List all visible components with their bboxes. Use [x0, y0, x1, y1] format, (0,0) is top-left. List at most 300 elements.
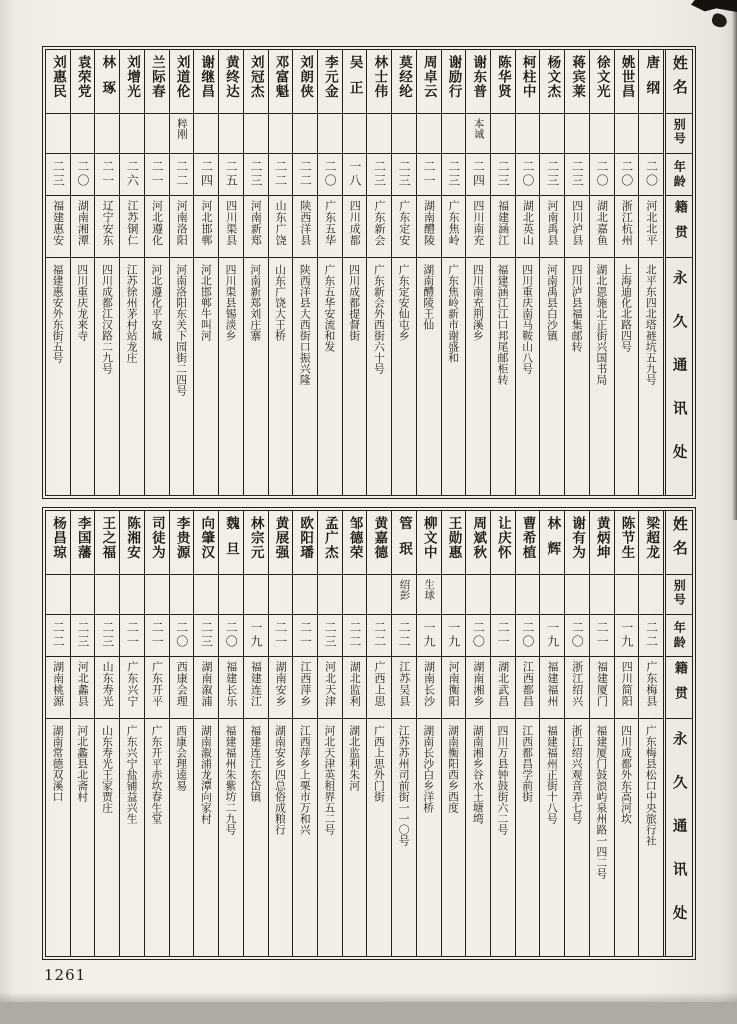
age-cell: 二三: [46, 154, 70, 196]
name-cell: 吴正: [343, 50, 367, 114]
address-cell: 四川南充荆溪乡: [471, 264, 485, 341]
age-cell: 二〇: [318, 154, 342, 196]
entry-column: [589, 511, 614, 956]
native-cell: 四川南充: [466, 196, 490, 258]
alias-cell: [442, 575, 466, 615]
address-cell: 山东寿光王家贾庄: [100, 725, 114, 813]
name-cell: 刘道伦: [170, 50, 194, 114]
name-cell: 邹德荣: [343, 511, 367, 575]
alias-cell: [343, 575, 367, 615]
address-cell: 陕西洋县大西街口振兴隆: [298, 264, 312, 385]
scan-right-edge-shadow: [732, 0, 737, 520]
alias-cell: [367, 575, 391, 615]
name-cell: 陈华贤: [491, 50, 515, 114]
native-cell: 江西萍乡: [293, 657, 317, 719]
native-cell: 江苏铜仁: [120, 196, 144, 258]
age-cell: 二〇: [516, 615, 540, 657]
native-cell: 河南衡阳: [442, 657, 466, 719]
name-cell: 欧阳璠: [293, 511, 317, 575]
age-cell: 二五: [219, 154, 243, 196]
age-cell: 二〇: [466, 615, 490, 657]
name-cell: 向肇汉: [194, 511, 218, 575]
address-cell: 广东梅县松口中央旅行社: [644, 725, 658, 846]
address-cell: 四川万县钟鼓街六二号: [496, 725, 510, 835]
name-cell: 柯柱中: [516, 50, 540, 114]
native-cell: 广东焦岭: [442, 196, 466, 258]
name-cell: 黄嘉德: [367, 511, 391, 575]
alias-cell: [491, 114, 515, 154]
entry-column: [589, 50, 614, 495]
address-cell: 广东开平赤坎春生堂: [150, 725, 164, 824]
native-cell: 四川简阳: [615, 657, 639, 719]
name-cell: 梁超龙: [639, 511, 663, 575]
alias-cell: [540, 114, 564, 154]
age-cell: 二六: [120, 154, 144, 196]
native-cell: 四川渠县: [219, 196, 243, 258]
header-native-label: 籍贯: [666, 657, 692, 719]
native-cell: 湖南安乡: [269, 657, 293, 719]
native-cell: 四川泸县: [565, 196, 589, 258]
address-cell: 江苏徐州茅村站龙庄: [125, 264, 139, 363]
age-cell: 二〇: [565, 615, 589, 657]
native-cell: 湖南湘潭: [71, 196, 95, 258]
address-cell: 上海迪化北路四号: [620, 264, 634, 352]
age-cell: 二一: [590, 615, 614, 657]
age-cell: 一八: [343, 154, 367, 196]
alias-cell: [293, 575, 317, 615]
native-cell: 湖南醴陵: [417, 196, 441, 258]
native-cell: 福建惠安: [46, 196, 70, 258]
entry-column: [564, 50, 589, 495]
entry-column: [268, 50, 293, 495]
address-cell: 福建涵江江口邦尾邮柜转: [496, 264, 510, 385]
native-cell: 福建涵江: [491, 196, 515, 258]
alias-cell: [639, 575, 663, 615]
alias-cell: [491, 575, 515, 615]
header-alias-label: 别号: [666, 575, 692, 615]
native-cell: 广东定安: [392, 196, 416, 258]
native-cell: 四川成都: [343, 196, 367, 258]
address-cell: 四川成都江汉路二九号: [100, 264, 114, 374]
name-cell: 李元金: [318, 50, 342, 114]
native-cell: 湖南湘乡: [466, 657, 490, 719]
address-cell: 湖南安乡四总俗成粮行: [274, 725, 288, 835]
native-cell: 广东兴宁: [120, 657, 144, 719]
name-cell: 谢励行: [442, 50, 466, 114]
address-cell: 四川渠县锡淡乡: [224, 264, 238, 341]
register-table-bottom-grid: [45, 510, 693, 957]
entry-column: [218, 511, 243, 956]
name-cell: 谢继昌: [194, 50, 218, 114]
native-cell: 福建福州: [540, 657, 564, 719]
entry-column: [193, 511, 218, 956]
native-cell: 西康会理: [170, 657, 194, 719]
name-cell: 莫经纶: [392, 50, 416, 114]
entry-column: [416, 50, 441, 495]
entry-column: [564, 511, 589, 956]
register-table-top-grid: [45, 49, 693, 496]
alias-cell: 生球: [417, 575, 441, 615]
address-cell: 广东新会外西街六十号: [372, 264, 386, 374]
age-cell: 二三: [491, 154, 515, 196]
native-cell: 江西都昌: [516, 657, 540, 719]
age-cell: 二三: [95, 615, 119, 657]
native-cell: 湖南溆浦: [194, 657, 218, 719]
native-cell: 河北邯郸: [194, 196, 218, 258]
name-cell: 刘冠杰: [244, 50, 268, 114]
age-cell: 二一: [293, 615, 317, 657]
native-cell: 河南禹县: [540, 196, 564, 258]
entry-column: [243, 50, 268, 495]
name-cell: 李贵源: [170, 511, 194, 575]
header-age-label: 年龄: [666, 615, 692, 657]
entry-column: [268, 511, 293, 956]
address-cell: 湖北恩施北正街兴国书局: [595, 264, 609, 385]
native-cell: 广东新会: [367, 196, 391, 258]
age-cell: 二〇: [219, 615, 243, 657]
entry-column: [292, 511, 317, 956]
alias-cell: [95, 114, 119, 154]
entry-column: [317, 511, 342, 956]
alias-cell: [71, 575, 95, 615]
age-cell: 二一: [145, 154, 169, 196]
address-cell: 广西上思外门街: [372, 725, 386, 802]
entry-column: [70, 50, 95, 495]
alias-cell: [516, 114, 540, 154]
alias-cell: [95, 575, 119, 615]
age-cell: 二一: [95, 154, 119, 196]
alias-cell: 本诚: [466, 114, 490, 154]
address-cell: 四川重庆南马鞍山八号: [521, 264, 535, 374]
address-cell: 北平东四北塔裢坑五九号: [644, 264, 658, 385]
alias-cell: [145, 114, 169, 154]
name-cell: 谢东普: [466, 50, 490, 114]
address-cell: 福建连江东岱镇: [249, 725, 263, 802]
native-cell: 河北蠡县: [71, 657, 95, 719]
alias-cell: [417, 114, 441, 154]
entry-column: [317, 50, 342, 495]
address-cell: 江西萍乡上栗市万和兴: [298, 725, 312, 835]
entry-column: [144, 511, 169, 956]
entry-column: [465, 511, 490, 956]
address-cell: 广东焦岭新市谢盛和: [447, 264, 461, 363]
native-cell: 浙江绍兴: [565, 657, 589, 719]
entry-column: [441, 50, 466, 495]
entry-column: [416, 511, 441, 956]
alias-cell: [639, 114, 663, 154]
alias-cell: [293, 114, 317, 154]
address-cell: 湖南醴陵王仙: [422, 264, 436, 330]
address-cell: 四川泸县福集邮转: [570, 264, 584, 352]
age-cell: 二二: [46, 615, 70, 657]
address-cell: 四川成都提督街: [348, 264, 362, 341]
entry-column: [46, 511, 70, 956]
age-cell: 一九: [615, 615, 639, 657]
name-cell: 黄展强: [269, 511, 293, 575]
age-cell: 二二: [293, 154, 317, 196]
alias-cell: [219, 114, 243, 154]
name-cell: 林辉: [540, 511, 564, 575]
alias-cell: [343, 114, 367, 154]
alias-cell: [269, 114, 293, 154]
name-cell: 林士伟: [367, 50, 391, 114]
entry-column: [342, 50, 367, 495]
age-cell: 二三: [442, 154, 466, 196]
address-cell: 福建惠安外东街五号: [51, 264, 65, 363]
alias-cell: [244, 575, 268, 615]
header-address-label: 永久通讯处: [670, 270, 688, 488]
name-cell: 刘朗侠: [293, 50, 317, 114]
name-cell: 魏旦: [219, 511, 243, 575]
name-cell: 黄炳坤: [590, 511, 614, 575]
age-cell: 二三: [367, 154, 391, 196]
address-cell: 四川成都外东高河坎: [620, 725, 634, 824]
address-cell: 福建福州朱紫坊二九号: [224, 725, 238, 835]
name-cell: 袁荣党: [71, 50, 95, 114]
name-cell: 刘惠民: [46, 50, 70, 114]
name-cell: 黄终达: [219, 50, 243, 114]
name-cell: 姚世昌: [615, 50, 639, 114]
entry-column: [614, 50, 639, 495]
alias-cell: [392, 114, 416, 154]
native-cell: 河北北平: [639, 196, 663, 258]
age-cell: 二三: [244, 154, 268, 196]
header-age-label: 年龄: [666, 154, 692, 196]
native-cell: 福建连江: [244, 657, 268, 719]
address-cell: 浙江绍兴观音弄七号: [570, 725, 584, 824]
entry-column: [638, 50, 663, 495]
native-cell: 湖北武昌: [491, 657, 515, 719]
alias-cell: [565, 575, 589, 615]
name-cell: 王之福: [95, 511, 119, 575]
age-cell: 二二: [639, 615, 663, 657]
address-cell: 四川重庆龙来寺: [76, 264, 90, 341]
age-cell: 二三: [565, 154, 589, 196]
address-cell: 河南新郑刘庄寨: [249, 264, 263, 341]
native-cell: 江苏吴县: [392, 657, 416, 719]
name-cell: 管珉: [392, 511, 416, 575]
entry-column: [94, 511, 119, 956]
age-cell: 二一: [145, 615, 169, 657]
age-cell: 一九: [442, 615, 466, 657]
age-cell: 二二: [392, 615, 416, 657]
address-cell: 河北邯郸牛叫河: [199, 264, 213, 341]
address-cell: 湖南湘乡谷水土塘塆: [471, 725, 485, 824]
age-cell: 二二: [343, 615, 367, 657]
name-cell: 曹希植: [516, 511, 540, 575]
entry-column: [490, 50, 515, 495]
column-header: [663, 511, 692, 956]
address-cell: 河南洛阳东关下园街二四号: [175, 264, 189, 396]
entry-column: [119, 511, 144, 956]
entry-column: [46, 50, 70, 495]
name-cell: 王勋惠: [442, 511, 466, 575]
entry-column: [119, 50, 144, 495]
native-cell: 福建长乐: [219, 657, 243, 719]
name-cell: 林琢: [95, 50, 119, 114]
address-cell: 江西都昌学前街: [521, 725, 535, 802]
native-cell: 广东梅县: [639, 657, 663, 719]
age-cell: 二一: [417, 154, 441, 196]
address-cell: 河南禹县白沙镇: [545, 264, 559, 341]
name-cell: 周卓云: [417, 50, 441, 114]
address-cell: 江苏苏州司前街一一〇号: [397, 725, 411, 846]
name-cell: 刘增光: [120, 50, 144, 114]
entry-column: [539, 511, 564, 956]
header-native-label: 籍贯: [666, 196, 692, 258]
native-cell: 广东五华: [318, 196, 342, 258]
address-cell: 福建福州正街十八号: [545, 725, 559, 824]
entry-column: [342, 511, 367, 956]
native-cell: 广东开平: [145, 657, 169, 719]
name-cell: 李国藩: [71, 511, 95, 575]
native-cell: 河北遵化: [145, 196, 169, 258]
alias-cell: 绍彭: [392, 575, 416, 615]
name-cell: 邓富魁: [269, 50, 293, 114]
entry-column: [490, 511, 515, 956]
native-cell: 山东寿光: [95, 657, 119, 719]
entry-column: [366, 511, 391, 956]
alias-cell: [46, 575, 70, 615]
native-cell: 湖北英山: [516, 196, 540, 258]
name-cell: 孟广杰: [318, 511, 342, 575]
address-cell: 山东广饶大王桥: [274, 264, 288, 341]
alias-cell: [615, 575, 639, 615]
native-cell: 湖北监利: [343, 657, 367, 719]
page-number: 1261: [44, 966, 87, 984]
age-cell: 二四: [194, 154, 218, 196]
entry-column: [614, 511, 639, 956]
alias-cell: [590, 114, 614, 154]
age-cell: 二三: [318, 615, 342, 657]
alias-cell: [244, 114, 268, 154]
alias-cell: [590, 575, 614, 615]
age-cell: 二〇: [170, 615, 194, 657]
age-cell: 一九: [540, 615, 564, 657]
age-cell: 二二: [367, 615, 391, 657]
native-cell: 河北天津: [318, 657, 342, 719]
address-cell: 河北天津英租界五二号: [323, 725, 337, 835]
age-cell: 二三: [71, 615, 95, 657]
name-cell: 徐文光: [590, 50, 614, 114]
alias-cell: [71, 114, 95, 154]
address-cell: 西康会理逵易: [175, 725, 189, 791]
address-cell: 广东五华安流和发: [323, 264, 337, 352]
alias-cell: [145, 575, 169, 615]
name-cell: 杨昌琼: [46, 511, 70, 575]
name-cell: 陈湘安: [120, 511, 144, 575]
entry-column: [169, 50, 194, 495]
age-cell: 一九: [244, 615, 268, 657]
register-table-bottom: [42, 507, 696, 960]
age-cell: 二二: [269, 154, 293, 196]
address-cell: 湖南溆浦龙潭向家村: [199, 725, 213, 824]
native-cell: 河南新郑: [244, 196, 268, 258]
entry-column: [94, 50, 119, 495]
alias-cell: [120, 575, 144, 615]
name-cell: 司徒为: [145, 511, 169, 575]
alias-cell: [194, 114, 218, 154]
age-cell: 二〇: [71, 154, 95, 196]
entry-column: [465, 50, 490, 495]
alias-cell: [269, 575, 293, 615]
header-address-label: 永久通讯处: [670, 731, 688, 949]
entry-column: [193, 50, 218, 495]
header-alias-label: 别号: [666, 114, 692, 154]
column-header: [663, 50, 692, 495]
name-cell: 周斌秋: [466, 511, 490, 575]
alias-cell: 粹刚: [170, 114, 194, 154]
entry-column: [539, 50, 564, 495]
address-cell: 河北蠡县北斋村: [76, 725, 90, 802]
alias-cell: [367, 114, 391, 154]
native-cell: 湖南长沙: [417, 657, 441, 719]
entry-column: [292, 50, 317, 495]
age-cell: 二〇: [590, 154, 614, 196]
name-cell: 谢有为: [565, 511, 589, 575]
entry-column: [366, 50, 391, 495]
native-cell: 辽宁安东: [95, 196, 119, 258]
entry-column: [144, 50, 169, 495]
address-cell: 湖北监利朱河: [348, 725, 362, 791]
age-cell: 二一: [491, 615, 515, 657]
address-cell: 湖南长沙白乡洋桥: [422, 725, 436, 813]
entry-column: [169, 511, 194, 956]
alias-cell: [442, 114, 466, 154]
alias-cell: [516, 575, 540, 615]
age-cell: 二一: [120, 615, 144, 657]
native-cell: 广西上思: [367, 657, 391, 719]
name-cell: 让庆怀: [491, 511, 515, 575]
name-cell: 兰际春: [145, 50, 169, 114]
alias-cell: [318, 575, 342, 615]
name-cell: 柳文中: [417, 511, 441, 575]
entry-column: [218, 50, 243, 495]
age-cell: 二〇: [615, 154, 639, 196]
alias-cell: [46, 114, 70, 154]
age-cell: 二四: [466, 154, 490, 196]
age-cell: 二三: [540, 154, 564, 196]
age-cell: 二一: [269, 615, 293, 657]
name-cell: 林宗元: [244, 511, 268, 575]
name-cell: 唐纲: [639, 50, 663, 114]
address-cell: 湖南衡阳西乡西度: [447, 725, 461, 813]
address-cell: 湖南常德双溪口: [51, 725, 65, 802]
alias-cell: [466, 575, 490, 615]
address-cell: 福建厦门鼓浪屿泉州路一四二号: [595, 725, 609, 879]
native-cell: 浙江杭州: [615, 196, 639, 258]
header-name-label: 姓名: [666, 50, 692, 114]
age-cell: 二三: [194, 615, 218, 657]
name-cell: 蒋宾莱: [565, 50, 589, 114]
age-cell: 二〇: [516, 154, 540, 196]
entry-column: [441, 511, 466, 956]
entry-column: [638, 511, 663, 956]
native-cell: 山东广饶: [269, 196, 293, 258]
age-cell: 一九: [417, 615, 441, 657]
name-cell: 陈节生: [615, 511, 639, 575]
native-cell: 陕西洋县: [293, 196, 317, 258]
alias-cell: [615, 114, 639, 154]
entry-column: [391, 511, 416, 956]
address-cell: 广东兴宁盐铺益兴生: [125, 725, 139, 824]
native-cell: 福建厦门: [590, 657, 614, 719]
age-cell: 二〇: [639, 154, 663, 196]
register-table-top: [42, 46, 696, 499]
age-cell: 二二: [170, 154, 194, 196]
entry-column: [243, 511, 268, 956]
native-cell: 湖北嘉鱼: [590, 196, 614, 258]
